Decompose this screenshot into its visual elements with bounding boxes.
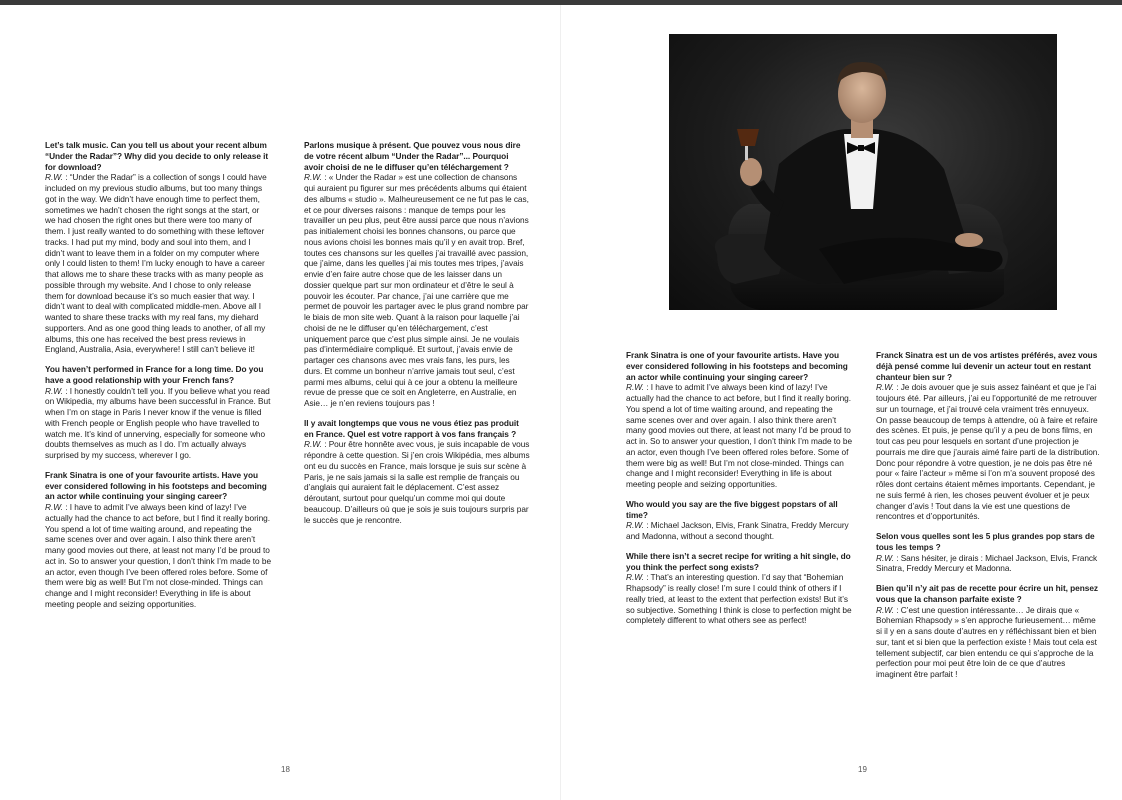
answer-text: : I have to admit I’ve always been kind of lazy! I’ve actually had the chance to act before, but I find it really boring. You spend a lot of time waiting around, and repeating the same scenes over and over again. I also think there aren’t many good movies out there, at least not many I’d be proud to act in. So to answer your question, I don’t think I’m made to be an actor, even though I’ve been offered roles before. Some of them were big as well! But I’m not close-minded. Things can change and I might reconsider! Everything in life is about meeting people and seizing opportunities.	[626, 382, 853, 489]
answer-text: : « Under the Radar » est une collection de chansons qui auraient pu figurer sur mes précédents albums qui étaient des albums « studio ». Malheureusement ce ne fut pas le cas, et ce pour diverses raisons : manque de temps pour les travailler un peu plus, peut être aussi parce que nous n’avions pas initialement choisi les bonnes chansons, ou parce que nous avions choisi les bonnes mais qu’il y en avait trop. Bref, toutes ces chansons sur les quelles j’ai travaillé avec passion, que j’aime, dans les quelles j’ai mis toutes mes tripes, j’avais envie d’en faire autre chose que de les laisser dans un dossier quelque part sur mon ordinateur et d’être le seul à pouvoir les écouter. Par chance, j’ai une carrière que me permet de pouvoir les partager avec le plus grand nombre par le biais de mon site web. Quant à la raison pour laquelle j’ai choisi de ne le diffuser qu’en téléchargement, c’est uniquement parce que c’est plus simple ainsi. Je ne voulais pas d’intermédiaire compliqué. Et surtout, j’avais envie de partager ces chansons avec mes vrais fans, les purs, les durs. Et comme un bonheur n’arrive jamais tout seul, c’est parmi mes albums, celui qui à ce jour a obtenu la meilleure revue de presse que ce soit en Angleterre, en Australie, en Asie… je n’en reviens toujours pas !	[304, 172, 529, 408]
speaker-initials: R.W.	[45, 172, 63, 183]
question: Il y avait longtemps que vous ne vous étiez pas produit en France. Quel est votre rapport à vos fans français ?	[304, 417, 519, 439]
answer-text: : Sans hésiter, je dirais : Michael Jackson, Elvis, Franck Sinatra, Freddy Mercury et Madonna.	[876, 552, 1098, 574]
speaker-initials: R.W.	[304, 439, 322, 450]
page-number-left: 18	[281, 765, 290, 774]
answer-text: : That’s an interesting question. I’d say that “Bohemian Rhapsody” is really close! I’m sure I could think of others if I really tried, at least to the extent that perfection exists! But it’s so subjective. Something I think is close to perfection might be completely different to what others see as perfect!	[626, 572, 852, 626]
answer	[876, 553, 1102, 575]
answer	[626, 520, 854, 542]
portrait-photo	[669, 34, 1057, 310]
column-french-right	[876, 350, 1102, 689]
speaker-initials: R.W.	[304, 172, 322, 183]
question: Bien qu’il n’y ait pas de recette pour écrire un hit, pensez vous que la chanson parfaite existe ?	[876, 583, 1098, 604]
answer-text: : I have to admit I’ve always been kind of lazy! I’ve actually had the chance to act before, but I find it really boring. You spend a lot of time waiting around, and repeating the same scenes over and over again. I also think there aren’t many good movies out there, at least not many I’d be proud to act in. So to answer your question, I don’t think I’m made to be an actor, even though I’ve been offered roles before. Some of them were big as well! But I’m not close-minded. Things can change and I might reconsider! Everything in life is about meeting people and seizing opportunities.	[45, 502, 272, 609]
portrait-illustration	[669, 34, 1057, 310]
question: Selon vous quelles sont les 5 plus grandes pop stars de tous les temps ?	[876, 531, 1095, 552]
column-english-right	[626, 350, 854, 635]
column-english-left	[45, 140, 271, 619]
answer	[876, 382, 1102, 522]
speaker-initials: R.W.	[876, 604, 894, 615]
page-number-right: 19	[858, 765, 867, 774]
question: Frank Sinatra is one of your favourite artists. Have you ever considered following in his footsteps and becoming an actor while continuing your singing career?	[45, 469, 267, 502]
answer-text: : Je dois avouer que je suis assez fainéant et que je l’ai toujours été. Par ailleurs, j’ai eu l’opportunité de me retrouver sur un tournage, et j’ai trouvé cela vraiment très ennuyeux. On passe beaucoup de temps à attendre, où à faire et refaire des scènes. Et puis, je pense qu’il y a peu de bons films, en tout cas peu pour lesquels en sortant d’une projection je pourrais me dire que j’aurais aimé faire parti de la distribution. Donc pour répondre à votre question, je ne dois pas être né pour « faire l’acteur » même si l’on m’a souvent proposé des rôles dont certains étaient mêmes importants. Cependant, je ne suis fermé à rien, les choses peuvent évoluer et je peux changer d’avis ! Tout dans la vie est une questions de rencontres et d’opportunités.	[876, 382, 1100, 522]
speaker-initials: R.W.	[876, 552, 894, 563]
speaker-initials: R.W.	[626, 520, 644, 531]
top-bar	[0, 0, 1122, 5]
speaker-initials: R.W.	[876, 382, 894, 393]
answer-text: : I honestly couldn’t tell you. If you believe what you read on Wikipedia, my albums have been successful in France. But when I’m on stage in Paris I never know if the venue is filled with French people or English people who have travelled to watch me. It’s kind of unnerving, especially for someone who doubts themselves as much as I do. I’m actually always surprised by my success, wherever I go.	[45, 385, 271, 460]
answer	[876, 605, 1102, 680]
answer	[45, 502, 271, 610]
answer	[45, 386, 271, 461]
question: While there isn’t a secret recipe for writing a hit single, do you think the perfect song exists?	[626, 550, 851, 572]
answer	[626, 572, 854, 626]
question: Frank Sinatra is one of your favourite artists. Have you ever considered following in his footsteps and becoming an actor while continuing your singing career?	[626, 350, 848, 382]
page-gutter	[560, 5, 561, 800]
answer-text: : Pour être honnête avec vous, je suis incapable de vous répondre à cette question. Si j’en crois Wikipédia, mes albums ont eu du succès en France, mais lorsque je suis sur scène à Paris, je ne sais jamais si la salle est remplie de français ou d’anglais qui auraient fait le déplacement. C’est assez déroutant, surtout pour quelqu’un comme moi qui doute beaucoup. D’ailleurs où que je sois je suis toujours surpris par le succès que je rencontre.	[304, 439, 530, 525]
answer-text: : “Under the Radar” is a collection of songs I could have included on my previous studio albums, but too many things got in the way. We didn’t have enough time to perfect them, sometimes we hadn’t chosen the right songs at the start, or we had chosen the right ones but there were too many of them. I just really wanted to do something with these leftover tracks. I had put my mind, body and soul into them, and I didn’t want to leave them in a folder on my computer where only I could listen to them! I’m lucky enough to have a career that allows me to share these tracks with as many people as possible through my website. And I chose to only release them for download because it’s so much easier that way. I didn’t want to deal with complicated middle-men. Above all I wanted to share these tracks with my real fans, my diehard supporters. And as one good thing leads to another, of all my albums, this one has received the best press reviews in England, Australia, Asia, everywhere! I still can’t believe it!	[45, 172, 267, 355]
column-french-left	[304, 140, 530, 534]
speaker-initials: R.W.	[45, 385, 63, 396]
speaker-initials: R.W.	[626, 572, 644, 583]
answer-text: : Michael Jackson, Elvis, Frank Sinatra, Freddy Mercury and Madonna, without a second thought.	[626, 520, 849, 541]
speaker-initials: R.W.	[626, 382, 644, 393]
question: Who would you say are the five biggest popstars of all time?	[626, 498, 838, 520]
question: Franck Sinatra est un de vos artistes préférés, avez vous déjà pensé comme lui devenir un acteur tout en restant chanteur bien sur ?	[876, 350, 1098, 382]
question: You haven’t performed in France for a long time. Do you have a good relationship with your French fans?	[45, 364, 264, 385]
answer	[304, 172, 530, 409]
question: Parlons musique à présent. Que pouvez vous nous dire de votre récent album “Under the Radar”... Pourquoi avoir choisi de ne le diffuser qu’en téléchargement ?	[304, 140, 521, 172]
question: Let’s talk music. Can you tell us about your recent album “Under the Radar”? Why did you decide to only release it for download?	[45, 140, 269, 172]
speaker-initials: R.W.	[45, 502, 63, 512]
answer	[304, 439, 530, 525]
answer	[45, 172, 271, 355]
answer	[626, 382, 854, 490]
answer-text: : C’est une question intéressante… Je dirais que « Bohemian Rhapsody » s’en approche furieusement… même si il y en a sans doute d’autres en y réfléchissant bien et bien sur, tant et si bien que la perfection existe ! Mais tout cela est tellement subjectif, car bien entendu ce qui s’approche de la perfection pour moi peut être loin de ce que d’autres imaginent être parfait !	[876, 604, 1097, 679]
